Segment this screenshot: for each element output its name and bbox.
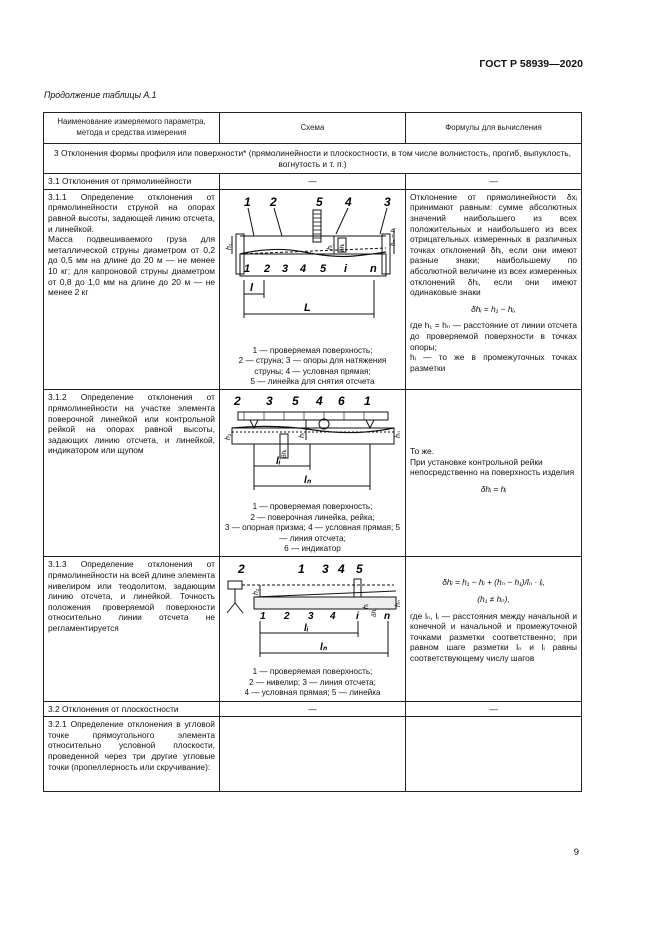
row-3-1-1-schema [220, 189, 406, 390]
legend-line: 1 — проверяемая поверхность; [252, 502, 373, 512]
table-header-row [44, 113, 582, 144]
row-3-1-3-legend [224, 667, 401, 698]
legend-line: 2 — струна; 3 — опоры для натяжения струны; 4 — условная прямая; [238, 356, 387, 376]
legend-line: 2 — поверочная линейка, рейка; [250, 512, 375, 522]
fig1-point-5: 5 [320, 262, 327, 275]
row-3-1-formula: — [406, 174, 582, 190]
fig3-label-hn: hₙ [395, 600, 402, 608]
fig3-label-3: 3 [322, 562, 329, 577]
col-header-formula: Формулы для вычисления [406, 113, 582, 144]
col-header-parameter: Наименование измеряемого параметра, метода и средства измерения [44, 113, 220, 144]
row-3-1-1-name-extra: Масса подвешиваемого груза для металлической струны диаметром от 0,2 до 0,5 мм на длине до 20 м — не менее 10 кг; для капроновой струны диаметром от 0,8 до 1,0 мм на длине до 20 м — не менее 2 кг [48, 234, 215, 298]
section-row [44, 144, 582, 174]
row-3-2-formula: — [406, 701, 582, 717]
row-3-1-3-schema [220, 557, 406, 701]
fig2-label-hn: hₙ [395, 431, 402, 439]
fig1-label-2: 2 [270, 194, 277, 209]
fig1-point-i: i [344, 262, 348, 275]
row-3-1-2-legend [224, 502, 401, 554]
legend-line: 6 — индикатор [284, 544, 341, 554]
figure-string-method [224, 194, 402, 342]
fig3-label-2: 2 [238, 562, 245, 577]
row-3-2-1-schema [220, 717, 406, 792]
fig2-label-3: 3 [266, 394, 273, 409]
row-3-2-name: 3.2 Отклонения от плоскостности [44, 701, 220, 717]
fig3-point-3: 3 [308, 611, 314, 623]
fig3-label-delta-hi: δhᵢ [371, 609, 378, 618]
table-row-3-2-1 [44, 717, 582, 792]
fig3-label-hi: hᵢ [363, 604, 370, 610]
fig2-label-1: 1 [364, 394, 371, 409]
fig1-point-1: 1 [244, 262, 251, 275]
fig1-label-4: 4 [345, 194, 352, 209]
fig3-label-5: 5 [356, 562, 363, 577]
fig2-label-2: 2 [234, 394, 241, 409]
fig3-point-i: i [356, 611, 359, 623]
fig3-point-1: 1 [260, 611, 266, 623]
fig1-dim-l: l [250, 281, 254, 294]
fig1-label-hi: hᵢ [327, 245, 334, 250]
row-3-2-1-formula [406, 717, 582, 792]
fig1-point-2: 2 [264, 262, 271, 275]
fig3-dim-li: lᵢ [304, 623, 309, 635]
legend-line: 3 — опорная призма; 4 — условная прямая; 5 — линия отсчета; [224, 523, 401, 543]
figure-level-method [224, 561, 402, 663]
section-3-title: 3 Отклонения формы профиля или поверхности* (прямолинейности и плоскостности, в том числе волнистость, прогиб, выпуклость, вогнутость и т. п.) [44, 144, 582, 174]
row-3-1-1-name [44, 189, 220, 390]
fig1-label-1: 1 [244, 194, 251, 209]
fig1-label-h1: h₁ [226, 243, 233, 250]
fig2-label-6: 6 [338, 394, 345, 409]
measurement-table [43, 112, 582, 792]
table-row-3-1 [44, 174, 582, 190]
fig1-dim-L: L [304, 301, 311, 314]
row-3-1-3-name: 3.1.3 Определение отклонения от прямолинейности на всей длине элемента нивелиром или теодолитом, задающим линию отсчета, и линейкой. Точность положения проверяемой поверхности относительно линии отсчета не регламентируется [44, 557, 220, 701]
fig2-label-5: 5 [292, 394, 299, 409]
table-row-3-2 [44, 701, 582, 717]
row-3-2-1-name: 3.2.1 Определение отклонения в угловой точке прямоугольного элемента относительно условной плоскости, проведенной через три другие угловые точки (пропеллерность или скручивание): [44, 717, 220, 792]
legend-line: 4 — условная прямая; 5 — линейка [244, 688, 381, 698]
formula-condition: (h₁ ≠ hₙ), [477, 594, 510, 605]
fig3-label-h1: h₁ [253, 589, 260, 596]
row-3-1-2-schema [220, 390, 406, 557]
fig2-dim-li: lᵢ [276, 456, 281, 468]
fig3-label-1: 1 [298, 562, 305, 577]
formula-equation: δhᵢ = h₁ − hᵢ, [471, 303, 516, 314]
fig1-point-4: 4 [300, 262, 307, 275]
figure-straightedge-method [224, 394, 402, 498]
legend-line: 1 — проверяемая поверхность; [252, 667, 373, 677]
formula-text: Отклонение от прямолинейности δxᵢ принимают равным: сумме абсолютных значений наибольшего из всех положительных и наибольшего из всех отрицательных измеренных в различных точках отклонений δhᵢ, если они имеют разные знаки; наибольшему по абсолютной величине из всех измеренных отклонений δhᵢ, если они имеют одинаковые знаки [410, 191, 577, 298]
table-continuation-caption: Продолжение таблицы А.1 [44, 90, 157, 100]
table-row-3-1-3 [44, 557, 582, 701]
fig1-label-hn-hi: hₙ − hᵢ [390, 227, 397, 246]
formula-text-2: При установке контрольной рейки непосредственно на поверхность изделия [410, 456, 575, 478]
fig3-point-4: 4 [330, 611, 336, 623]
formula-equation: δhᵢ = hᵢ [480, 484, 507, 495]
fig2-label-delta-hi: δhᵢ [281, 450, 288, 459]
fig3-point-n: n [384, 611, 391, 623]
row-3-1-2-formula [406, 390, 582, 557]
fig1-point-3: 3 [282, 262, 289, 275]
col-header-schema: Схема [220, 113, 406, 144]
formula-text: То же. [410, 446, 435, 457]
row-3-1-name: 3.1 Отклонения от прямолинейности [44, 174, 220, 190]
document-id: ГОСТ Р 58939—2020 [479, 58, 583, 70]
row-3-1-1-name-main: 3.1.1 Определение отклонения от прямолинейности струной на опорах равной высоты, задающей линию отсчета, и линейкой. [48, 191, 215, 234]
fig3-label-4: 4 [338, 562, 345, 577]
formula-where-2: hᵢ — то же в промежуточных точках разметки [410, 352, 577, 373]
fig2-dim-ln: lₙ [304, 475, 311, 487]
fig2-label-h1: h₁ [225, 434, 232, 441]
row-3-1-1-legend [224, 346, 401, 388]
row-3-1-3-formula [406, 557, 582, 701]
fig1-label-3: 3 [384, 194, 391, 209]
fig2-label-4: 4 [316, 394, 323, 409]
formula-where: где h₁ = hₙ — расстояние от линии отсчета до проверяемой поверхности в точках опоры; [410, 320, 577, 352]
legend-line: 1 — проверяемая поверхность; [252, 345, 373, 355]
page-number: 9 [573, 847, 579, 858]
table-row-3-1-1 [44, 189, 582, 390]
row-3-1-1-formula [406, 189, 582, 390]
fig3-point-2: 2 [284, 611, 290, 623]
row-3-2-schema: — [220, 701, 406, 717]
fig1-label-5: 5 [316, 194, 323, 209]
row-3-1-2-name: 3.1.2 Определение отклонения от прямолинейности на участке элемента поверочной линейкой или контрольной рейкой на опорах равной высоты, задающих линию отсчета, и линейкой, индикатором или щупом [44, 390, 220, 557]
table-row-3-1-2 [44, 390, 582, 557]
formula-where: где lₙ, lᵢ — расстояния между начальной и конечной и начальной и промежуточной точками разметки соответственно; при равном шаге разметки lₙ и lᵢ равны соответствующему числу шагов [410, 610, 577, 663]
row-3-1-schema: — [220, 174, 406, 190]
fig1-point-n: n [370, 262, 377, 275]
legend-line: 5 — линейка для снятия отсчета [250, 377, 375, 386]
formula-equation: δhᵢ = h₁ − hᵢ + (hₙ − h₁)/lₙ · lᵢ, [442, 577, 545, 588]
fig1-label-delta-hi: δhᵢ [339, 243, 346, 252]
fig3-dim-ln: lₙ [320, 642, 327, 654]
fig2-label-hi: hᵢ [299, 433, 306, 439]
legend-line: 2 — нивелир; 3 — линия отсчета; [249, 677, 376, 687]
